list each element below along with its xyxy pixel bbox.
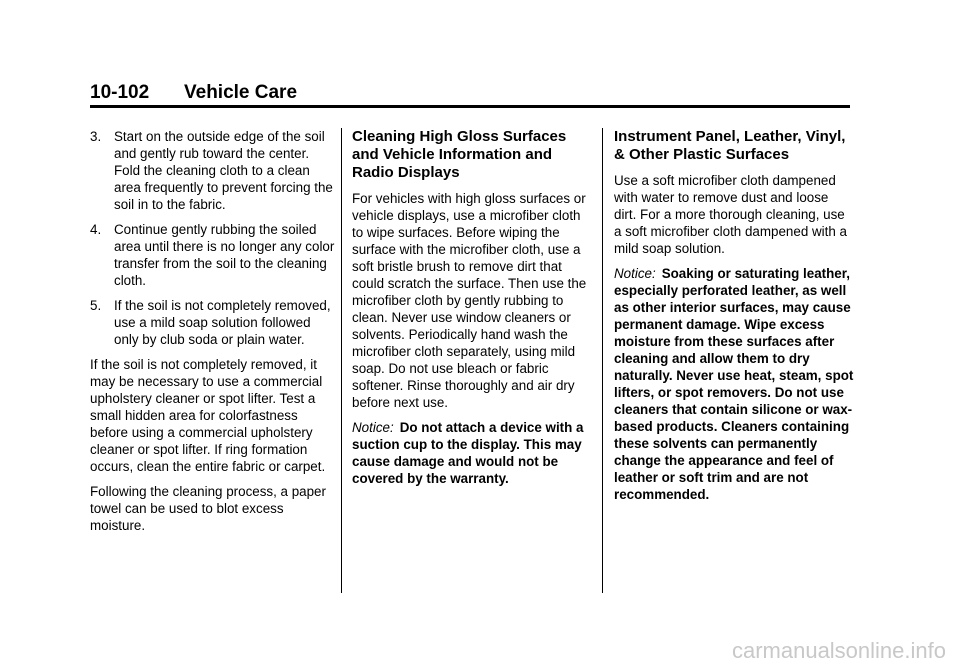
step-number: 5. <box>90 298 102 313</box>
page-header <box>90 82 850 104</box>
watermark: carmanualsonline.info <box>731 638 946 663</box>
column-3 <box>614 128 854 511</box>
paragraph: Following the cleaning process, a paper towel can be used to blot excess moisture. <box>90 484 326 533</box>
column-divider <box>602 128 603 593</box>
paragraph: Use a soft microfiber cloth dampened with water to remove dust and loose dirt. For a more thorough cleaning, use a soft microfiber cloth dampened with a mild soap solution. <box>614 173 847 256</box>
step-4 <box>90 221 335 289</box>
notice-label: Notice: <box>614 266 656 281</box>
paragraph: If the soil is not completely removed, it may be necessary to use a commercial upholstery cleaner or spot lifter. Test a small hidden area for colorfastness before using a commercial upholstery cleaner or spot lifter. If ring formation occurs, clean the entire fabric or carpet. <box>90 357 326 474</box>
section-title: Vehicle Care <box>184 82 298 103</box>
notice-text: Do not attach a device with a suction cup to the display. This may cause damage and would not be covered by the warranty. <box>352 420 584 486</box>
step-text: Start on the outside edge of the soil and gently rub toward the center. Fold the cleaning cloth to a clean area frequently to prevent forcing the soil in to the fabric. <box>114 129 333 212</box>
step-3 <box>90 128 335 213</box>
step-text: If the soil is not completely removed, use a mild soap solution followed only by club soda or plain water. <box>114 298 331 347</box>
column-1 <box>90 128 335 542</box>
step-number: 4. <box>90 222 102 237</box>
column-2 <box>352 128 592 495</box>
notice <box>614 265 854 503</box>
step-text: Continue gently rubbing the soiled area until there is no longer any color transfer from the soil to the cleaning cloth. <box>114 222 335 288</box>
page-number: 10-102 <box>90 82 150 103</box>
notice-text: Soaking or saturating leather, especially perforated leather, as well as other interior surfaces, may cause permanent damage. Wipe excess moisture from these surfaces after cleaning and allow them to dry naturally. Never use heat, steam, spot lifters, or spot removers. Do not use cleaners that contain silicone or wax-based products. Cleaners containing these solvents can permanently change the appearance and feel of leather or soft trim and are not recommended. <box>614 266 854 502</box>
step-number: 3. <box>90 129 102 144</box>
paragraph: For vehicles with high gloss surfaces or vehicle displays, use a microfiber cloth to wipe surfaces. Before wiping the surface with the microfiber cloth, use a soft bristle brush to remove dirt that could scratch the surface. Then use the microfiber cloth by gently rubbing to clean. Never use window cleaners or solvents. Periodically hand wash the microfiber cloth separately, using mild soap. Do not use bleach or fabric softener. Rinse thoroughly and air dry before next use. <box>352 191 587 410</box>
notice-label: Notice: <box>352 420 394 435</box>
section-heading: Instrument Panel, Leather, Vinyl, & Other Plastic Surfaces <box>614 128 846 163</box>
column-divider <box>341 128 342 593</box>
step-5 <box>90 297 335 348</box>
section-heading: Cleaning High Gloss Surfaces and Vehicle Information and Radio Displays <box>352 128 567 181</box>
notice <box>352 419 592 487</box>
header-rule <box>90 105 850 108</box>
